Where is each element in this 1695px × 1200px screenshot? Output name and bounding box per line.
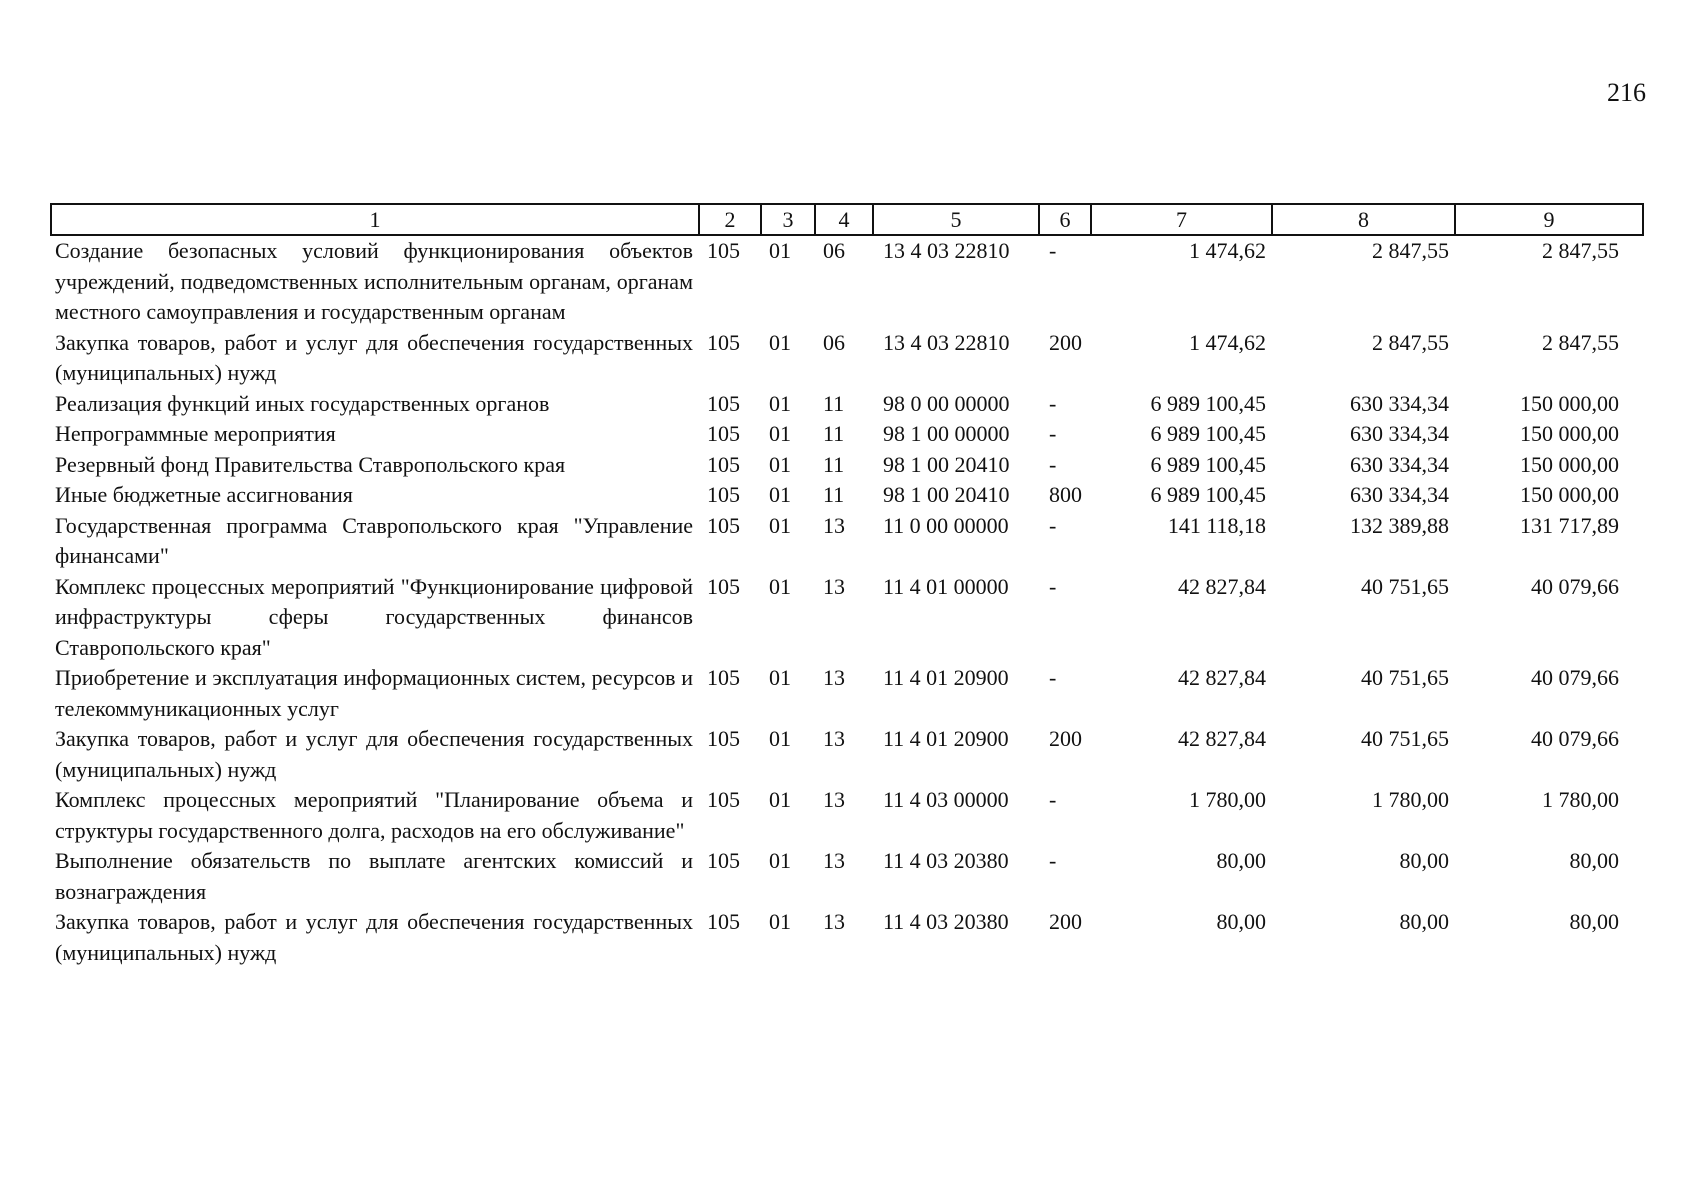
row-expense-type-cell: -: [1049, 390, 1057, 416]
row-target-article-cell: 13 4 03 22810: [883, 329, 1010, 355]
row-amount-col7-cell: 6 989 100,45: [1150, 482, 1266, 507]
row-name-cell: Закупка товаров, работ и услуг для обеспечения государственных (муниципальных) нужд: [55, 726, 693, 782]
table-row: [51, 511, 1643, 572]
row-target-article-cell: 98 0 00 00000: [883, 390, 1010, 416]
row-amount-col9-cell: 2 847,55: [1542, 329, 1619, 355]
header-col-7: 7: [1091, 204, 1272, 235]
row-amount-col7-cell: 1 780,00: [1189, 787, 1266, 812]
row-amount-col9-cell: 150 000,00: [1520, 390, 1619, 416]
table-row: [51, 389, 1643, 420]
header-col-6: 6: [1039, 204, 1091, 235]
row-amount-col7-cell: 6 989 100,45: [1150, 451, 1266, 477]
row-amount-col8-cell: 2 847,55: [1372, 238, 1449, 263]
row-name-cell: Выполнение обязательств по выплате агентских комиссий и вознаграждения: [55, 848, 693, 904]
header-col-1: 1: [51, 204, 699, 235]
table-row: [51, 724, 1643, 785]
row-expense-type-cell: 200: [1049, 909, 1082, 934]
row-expense-type-cell: -: [1049, 573, 1057, 599]
row-expense-type-cell: 200: [1049, 329, 1082, 355]
row-subsection-code-cell: 13: [823, 512, 845, 538]
row-section-code-cell: 01: [769, 421, 791, 446]
table-row: [51, 235, 1643, 328]
row-admin-code-cell: 105: [707, 909, 740, 934]
row-amount-col9-cell: 1 780,00: [1542, 787, 1619, 812]
header-col-5: 5: [873, 204, 1039, 235]
header-col-9: 9: [1455, 204, 1643, 235]
row-amount-col7-cell: 1 474,62: [1189, 329, 1266, 355]
row-subsection-code-cell: 13: [823, 909, 845, 934]
row-amount-col9-cell: 40 079,66: [1531, 573, 1619, 599]
row-target-article-cell: 98 1 00 00000: [883, 421, 1010, 446]
row-target-article-cell: 98 1 00 20410: [883, 451, 1010, 477]
row-amount-col9-cell: 131 717,89: [1520, 512, 1619, 538]
row-section-code-cell: 01: [769, 726, 791, 751]
row-expense-type-cell: -: [1049, 238, 1057, 263]
row-name-cell: Закупка товаров, работ и услуг для обеспечения государственных (муниципальных) нужд: [55, 329, 693, 385]
row-amount-col9-cell: 40 079,66: [1531, 726, 1619, 751]
row-name-cell: Реализация функций иных государственных органов: [55, 390, 550, 416]
row-section-code-cell: 01: [769, 451, 791, 477]
table-row: [51, 846, 1643, 907]
row-admin-code-cell: 105: [707, 726, 740, 751]
row-expense-type-cell: -: [1049, 451, 1057, 477]
row-amount-col8-cell: 1 780,00: [1372, 787, 1449, 812]
row-amount-col8-cell: 40 751,65: [1361, 726, 1449, 751]
page-number: 216: [1607, 78, 1646, 107]
row-amount-col7-cell: 6 989 100,45: [1150, 390, 1266, 416]
row-amount-col8-cell: 40 751,65: [1361, 665, 1449, 690]
table-row: [51, 450, 1643, 481]
row-amount-col8-cell: 40 751,65: [1361, 573, 1449, 599]
table-row: [51, 785, 1643, 846]
row-subsection-code-cell: 06: [823, 329, 845, 355]
row-amount-col8-cell: 630 334,34: [1350, 451, 1449, 477]
row-target-article-cell: 11 4 03 20380: [883, 848, 1009, 873]
row-name-cell: Приобретение и эксплуатация информационных систем, ресурсов и телекоммуникационных услуг: [55, 665, 693, 721]
row-amount-col9-cell: 150 000,00: [1520, 421, 1619, 446]
row-amount-col7-cell: 42 827,84: [1178, 573, 1266, 599]
row-target-article-cell: 11 0 00 00000: [883, 512, 1009, 538]
header-col-3: 3: [761, 204, 815, 235]
row-admin-code-cell: 105: [707, 329, 740, 355]
row-name-cell: Иные бюджетные ассигнования: [55, 482, 353, 507]
row-admin-code-cell: 105: [707, 573, 740, 599]
row-amount-col9-cell: 80,00: [1569, 848, 1619, 873]
row-amount-col8-cell: 80,00: [1399, 909, 1449, 934]
row-section-code-cell: 01: [769, 848, 791, 873]
row-name-cell: Комплекс процессных мероприятий "Планирование объема и структуры государственного долга, расходов на его обслуживание": [55, 787, 693, 843]
table-row: [51, 907, 1643, 968]
row-amount-col9-cell: 2 847,55: [1542, 238, 1619, 263]
header-col-2: 2: [699, 204, 761, 235]
row-subsection-code-cell: 11: [823, 451, 845, 477]
table-row: [51, 572, 1643, 664]
row-target-article-cell: 11 4 01 00000: [883, 573, 1009, 599]
row-expense-type-cell: 800: [1049, 482, 1082, 507]
budget-table: [50, 203, 1644, 968]
table-row: [51, 328, 1643, 389]
row-expense-type-cell: -: [1049, 512, 1057, 538]
row-expense-type-cell: -: [1049, 848, 1057, 873]
row-section-code-cell: 01: [769, 329, 791, 355]
row-section-code-cell: 01: [769, 787, 791, 812]
row-amount-col9-cell: 80,00: [1569, 909, 1619, 934]
row-subsection-code-cell: 11: [823, 482, 845, 507]
row-expense-type-cell: 200: [1049, 726, 1082, 751]
row-section-code-cell: 01: [769, 512, 791, 538]
row-target-article-cell: 98 1 00 20410: [883, 482, 1010, 507]
row-admin-code-cell: 105: [707, 665, 740, 690]
row-admin-code-cell: 105: [707, 238, 740, 263]
row-amount-col9-cell: 40 079,66: [1531, 665, 1619, 690]
header-row: [51, 204, 1643, 235]
row-subsection-code-cell: 13: [823, 787, 845, 812]
row-expense-type-cell: -: [1049, 421, 1057, 446]
row-target-article-cell: 11 4 01 20900: [883, 726, 1009, 751]
row-section-code-cell: 01: [769, 909, 791, 934]
row-section-code-cell: 01: [769, 390, 791, 416]
row-amount-col8-cell: 132 389,88: [1350, 512, 1449, 538]
row-amount-col9-cell: 150 000,00: [1520, 451, 1619, 477]
row-subsection-code-cell: 13: [823, 665, 845, 690]
row-amount-col8-cell: 630 334,34: [1350, 390, 1449, 416]
row-name-cell: Создание безопасных условий функционирования объектов учреждений, подведомственных исполнительным органам, органам местного самоуправления и государственным органам: [55, 238, 693, 324]
row-amount-col7-cell: 42 827,84: [1178, 726, 1266, 751]
row-expense-type-cell: -: [1049, 787, 1057, 812]
row-amount-col7-cell: 141 118,18: [1167, 512, 1266, 538]
row-admin-code-cell: 105: [707, 482, 740, 507]
row-amount-col8-cell: 80,00: [1399, 848, 1449, 873]
row-admin-code-cell: 105: [707, 451, 740, 477]
table-row: [51, 480, 1643, 511]
table-body: [51, 235, 1643, 968]
table-header: [51, 204, 1643, 235]
row-subsection-code-cell: 11: [823, 390, 845, 416]
row-name-cell: Резервный фонд Правительства Ставропольского края: [55, 451, 566, 477]
row-target-article-cell: 11 4 03 20380: [883, 909, 1009, 934]
table-row: [51, 663, 1643, 724]
row-admin-code-cell: 105: [707, 390, 740, 416]
row-expense-type-cell: -: [1049, 665, 1057, 690]
row-subsection-code-cell: 13: [823, 848, 845, 873]
row-section-code-cell: 01: [769, 573, 791, 599]
row-admin-code-cell: 105: [707, 787, 740, 812]
row-subsection-code-cell: 11: [823, 421, 845, 446]
row-admin-code-cell: 105: [707, 848, 740, 873]
row-section-code-cell: 01: [769, 482, 791, 507]
row-amount-col8-cell: 630 334,34: [1350, 482, 1449, 507]
row-amount-col8-cell: 2 847,55: [1372, 329, 1449, 355]
row-name-cell: Комплекс процессных мероприятий "Функционирование цифровой инфраструктуры сферы государственных финансов Ставропольского края": [55, 573, 693, 660]
row-name-cell: Закупка товаров, работ и услуг для обеспечения государственных (муниципальных) нужд: [55, 909, 693, 965]
row-amount-col7-cell: 6 989 100,45: [1150, 421, 1266, 446]
header-col-8: 8: [1272, 204, 1455, 235]
row-subsection-code-cell: 06: [823, 238, 845, 263]
row-admin-code-cell: 105: [707, 512, 740, 538]
row-name-cell: Непрограммные мероприятия: [55, 421, 336, 446]
row-amount-col7-cell: 80,00: [1216, 848, 1266, 873]
row-amount-col7-cell: 42 827,84: [1178, 665, 1266, 690]
row-subsection-code-cell: 13: [823, 726, 845, 751]
row-subsection-code-cell: 13: [823, 573, 845, 599]
row-section-code-cell: 01: [769, 665, 791, 690]
row-amount-col8-cell: 630 334,34: [1350, 421, 1449, 446]
row-target-article-cell: 11 4 01 20900: [883, 665, 1009, 690]
row-section-code-cell: 01: [769, 238, 791, 263]
row-amount-col7-cell: 1 474,62: [1189, 238, 1266, 263]
row-name-cell: Государственная программа Ставропольского края "Управление финансами": [55, 512, 693, 568]
row-amount-col9-cell: 150 000,00: [1520, 482, 1619, 507]
row-target-article-cell: 11 4 03 00000: [883, 787, 1009, 812]
row-admin-code-cell: 105: [707, 421, 740, 446]
table-row: [51, 419, 1643, 450]
budget-table-container: [50, 203, 1644, 968]
header-col-4: 4: [815, 204, 873, 235]
row-amount-col7-cell: 80,00: [1216, 909, 1266, 934]
row-target-article-cell: 13 4 03 22810: [883, 238, 1010, 263]
